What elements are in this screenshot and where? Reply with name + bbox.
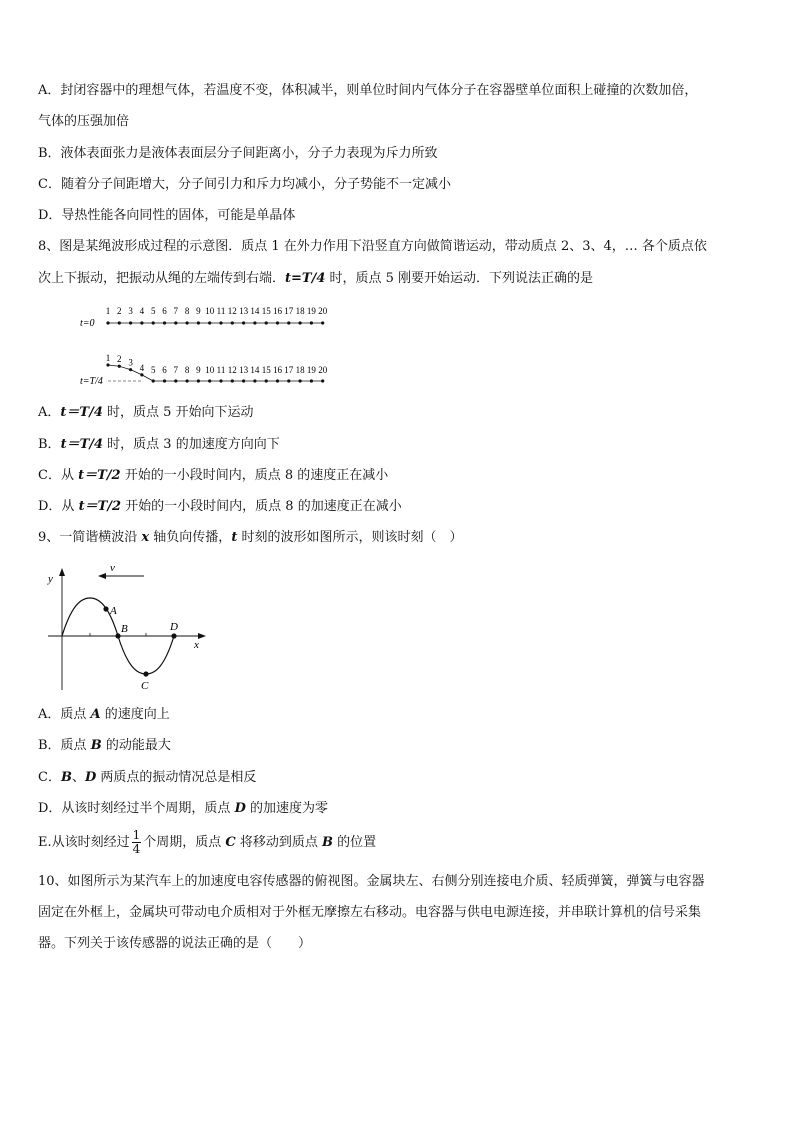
q8-c-text: 开始的一小段时间内，质点 8 的速度正在减小	[120, 468, 389, 483]
q9-e-text: 的位置	[333, 835, 377, 850]
q9-stem-b: 轴负向传播，	[149, 530, 232, 545]
velocity-label: v	[110, 562, 115, 574]
row2-number: 8	[184, 365, 190, 375]
velocity-arrowhead	[98, 573, 106, 579]
point-d-marker	[171, 633, 176, 638]
q7-option-a-line1: A．封闭容器中的理想气体，若温度不变，体积减半，则单位时间内气体分子在容器壁单位面积上碰撞的次数加倍，	[38, 83, 698, 98]
row1-number: 6	[162, 306, 167, 316]
row1-particle	[253, 321, 256, 324]
row1-number: 17	[284, 306, 294, 316]
row1-particle	[208, 321, 211, 324]
q9-e-mid2: 将移动到质点	[235, 835, 323, 850]
q8-b-prefix: B．	[38, 437, 61, 452]
q8-option-b	[38, 436, 280, 454]
row1-number: 18	[295, 306, 305, 316]
point-a-marker	[103, 606, 108, 611]
row1-time-label: t=0	[80, 318, 95, 329]
q9-a-text: 的速度向上	[100, 707, 170, 722]
fraction-numerator: 1	[132, 828, 141, 842]
q9-c-text: 两质点的振动情况总是相反	[96, 770, 257, 785]
row1-numbers	[106, 306, 328, 316]
quarter-fraction	[132, 829, 142, 856]
q9-a-var: A	[90, 707, 101, 722]
q8-option-d	[38, 498, 402, 516]
row2-particle	[186, 379, 189, 382]
row2-numbers	[106, 353, 328, 375]
q9-option-e	[38, 828, 376, 858]
q9-b-prefix: B．质点	[38, 738, 91, 753]
row2-number: 11	[216, 365, 226, 375]
row2-number: 3	[128, 357, 133, 368]
x-axis-arrow	[198, 633, 206, 639]
point-a-label: A	[110, 605, 117, 617]
point-c-label: C	[141, 680, 149, 692]
q9-c-var1: B	[60, 770, 72, 785]
point-b-marker	[115, 633, 120, 638]
q9-e-mid: 个周期，质点	[143, 835, 226, 850]
q8-stem-text-a: 次上下振动，把振动从绳的左端传到右端．	[38, 271, 286, 286]
q8-b-time: t＝T/4	[60, 437, 104, 452]
q8-c-time: t＝T/2	[78, 468, 121, 483]
point-b-label: B	[121, 623, 128, 635]
row1-particle	[140, 321, 143, 324]
q9-d-prefix: D．从该时刻经过半个周期，质点	[38, 801, 235, 816]
row2-number: 19	[306, 365, 316, 375]
q9-e-var1: C	[225, 835, 236, 850]
row2-particle	[118, 365, 121, 368]
row1-particle	[186, 321, 189, 324]
row1-particle	[321, 321, 324, 324]
q8-b-text: 时，质点 3 的加速度方向向下	[103, 437, 280, 452]
row2-number: 18	[295, 365, 305, 375]
row2-number: 2	[117, 354, 122, 365]
row2-particle	[265, 379, 268, 382]
q8-stem-text-b: 时，质点 5 刚要开始运动．下列说法正确的是	[325, 271, 594, 286]
row2-number: 6	[162, 365, 167, 375]
row1-number: 4	[139, 306, 145, 316]
q9-c-prefix: C．	[38, 770, 61, 785]
row2-number: 1	[105, 353, 111, 363]
row2-particle	[140, 373, 143, 376]
q8-a-prefix: A．	[38, 405, 61, 420]
row1-particle	[287, 321, 290, 324]
row2-particle	[174, 379, 177, 382]
row2-number: 12	[227, 365, 237, 375]
q8-d-text: 开始的一小段时间内，质点 8 的加速度正在减小	[121, 499, 402, 514]
row2-number: 14	[250, 365, 260, 375]
row1-particle	[152, 321, 155, 324]
q9-c-sep: 、	[71, 770, 85, 785]
q9-stem-x: x	[141, 530, 150, 545]
rope-wave-figure	[78, 304, 338, 394]
row2-number: 20	[318, 365, 328, 375]
q9-e-var2: B	[322, 835, 334, 850]
row1-number: 9	[196, 306, 201, 316]
row1-number: 7	[173, 306, 179, 316]
q8-d-prefix: D．从	[38, 499, 79, 514]
row1-particle	[276, 321, 279, 324]
row2-number: 17	[284, 365, 294, 375]
q10-stem-line2: 固定在外框上，金属块可带动电介质相对于外框无摩擦左右移动。电容器与供电电源连接，并串联计算机的信号采集	[38, 905, 702, 920]
row2-particle	[129, 368, 132, 371]
row1-number: 14	[250, 306, 260, 316]
x-axis-label: x	[194, 639, 199, 651]
row2-particle	[299, 379, 302, 382]
row2-particle	[287, 379, 290, 382]
row1-particle	[197, 321, 200, 324]
q9-b-text: 的动能最大	[101, 738, 171, 753]
q9-d-text: 的加速度为零	[245, 801, 328, 816]
row2-particle	[208, 379, 211, 382]
point-c-marker	[143, 671, 148, 676]
q7-option-d: D．导热性能各向同性的固体，可能是单晶体	[38, 208, 296, 223]
q8-option-c	[38, 467, 388, 485]
row2-number: 7	[173, 365, 179, 375]
q7-option-a-line2: 气体的压强加倍	[38, 114, 130, 129]
q9-d-var: D	[234, 801, 246, 816]
row2-number: 5	[150, 365, 156, 375]
row1-number: 19	[306, 306, 316, 316]
row2-number: 9	[196, 365, 201, 375]
q9-option-a	[38, 706, 170, 724]
row1-number: 15	[261, 306, 271, 316]
q8-option-a	[38, 404, 254, 422]
row2-particle	[310, 379, 313, 382]
row1-number: 1	[105, 306, 111, 316]
row1-particle	[129, 321, 132, 324]
row2-number: 15	[261, 365, 271, 375]
row1-particle	[242, 321, 245, 324]
row2-particle	[231, 379, 234, 382]
row2-particle	[321, 379, 324, 382]
row1-particle	[231, 321, 234, 324]
q9-a-prefix: A．质点	[38, 707, 91, 722]
q10-stem-line1: 10、如图所示为某汽车上的加速度电容传感器的俯视图。金属块左、右侧分别连接电介质、轻质弹簧，弹簧与电容器	[38, 874, 705, 889]
row1-number: 8	[184, 306, 190, 316]
row1-particle	[163, 321, 166, 324]
q9-c-var2: D	[84, 770, 97, 785]
q8-c-prefix: C．从	[38, 468, 79, 483]
q9-e-prefix: E.从该时刻经过	[38, 835, 130, 850]
q9-stem	[38, 529, 462, 547]
row2-particle	[276, 379, 279, 382]
row2-particle	[163, 379, 166, 382]
q7-option-c: C．随着分子间距增大，分子间引力和斥力均减小，分子势能不一定减小	[38, 177, 451, 192]
row2-particle	[106, 363, 109, 366]
row2-number: 16	[273, 365, 282, 375]
row1-number: 12	[227, 306, 237, 316]
row1-number: 10	[205, 306, 215, 316]
row1-number: 13	[239, 306, 249, 316]
row1-particle	[310, 321, 313, 324]
q8-d-time: t＝T/2	[78, 499, 122, 514]
y-axis-arrow	[59, 568, 65, 576]
row1-particle	[106, 321, 109, 324]
row1-number: 3	[128, 306, 133, 316]
q9-stem-a: 9、一简谐横波沿	[38, 530, 142, 545]
q8-a-text: 时，质点 5 开始向下运动	[102, 405, 254, 420]
row1-particle	[174, 321, 177, 324]
q8-stem-line2	[38, 270, 593, 288]
row1-number: 5	[150, 306, 156, 316]
row2-number: 4	[139, 362, 145, 373]
q7-option-b: B．液体表面张力是液体表面层分子间距离小，分子力表现为斥力所致	[38, 146, 438, 161]
row1-particle	[299, 321, 302, 324]
row1-particle	[219, 321, 222, 324]
row1-particle	[265, 321, 268, 324]
q9-b-var: B	[90, 738, 102, 753]
q9-option-b	[38, 737, 171, 755]
q9-stem-c: 时刻的波形如图所示，则该时刻（ ）	[237, 530, 463, 545]
row2-time-label: t=T/4	[80, 376, 103, 387]
transverse-wave-figure	[44, 562, 214, 694]
y-axis-label: y	[48, 573, 53, 585]
q10-stem-line3: 器。下列关于该传感器的说法正确的是（ ）	[38, 936, 312, 951]
point-d-label: D	[170, 621, 178, 633]
fraction-denominator: 4	[132, 842, 141, 856]
row2-number: 10	[205, 365, 215, 375]
row2-particle	[242, 379, 245, 382]
row1-number: 20	[318, 306, 328, 316]
row2-particle	[197, 379, 200, 382]
q8-a-time: t＝T/4	[60, 405, 103, 420]
q9-option-d	[38, 800, 328, 818]
row2-particle	[152, 379, 155, 382]
q9-stem-t: t	[231, 530, 238, 545]
row1-particle	[118, 321, 121, 324]
q9-option-c	[38, 769, 256, 787]
row2-particle	[219, 379, 222, 382]
row1-number: 11	[216, 306, 226, 316]
row1-number: 2	[117, 306, 122, 316]
row2-number: 13	[239, 365, 249, 375]
row2-particle	[253, 379, 256, 382]
row1-number: 16	[273, 306, 282, 316]
q8-stem-line1: 8、图是某绳波形成过程的示意图．质点 1 在外力作用下沿竖直方向做简谐运动，带动质点 2、3、4，… 各个质点依	[38, 239, 707, 254]
q8-stem-time: t=T/4	[285, 271, 326, 286]
